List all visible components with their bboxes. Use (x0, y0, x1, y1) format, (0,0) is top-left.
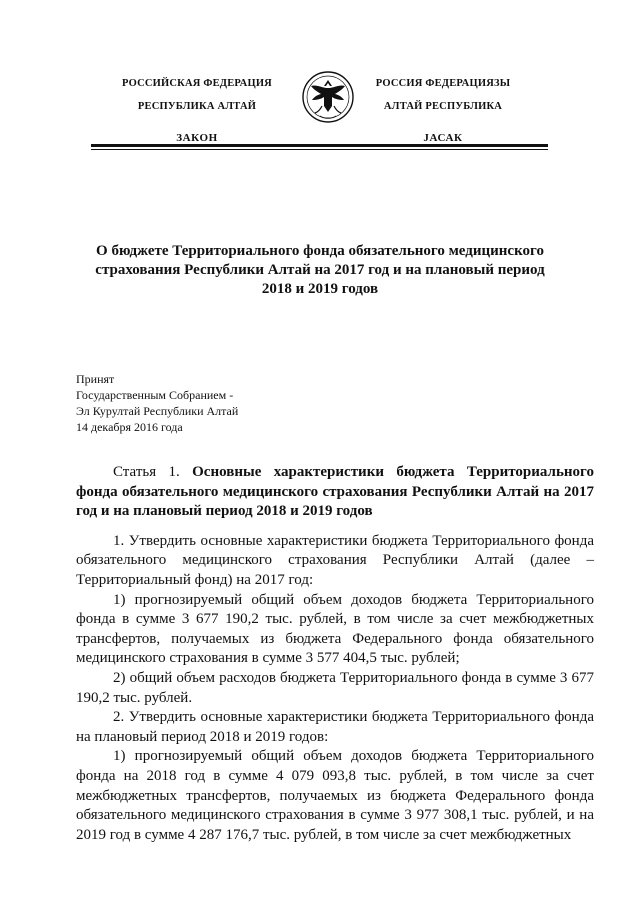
header-right-country: РОССИЯ ФЕДЕРАЦИЯЗЫ (375, 78, 511, 89)
header-divider-thin (91, 149, 548, 150)
article-1-prefix: Статья 1. (113, 464, 180, 480)
paragraph: 1) прогнозируемый общий объем доходов бюджета Территориального фонда на 2018 год в сумме 4 079 093,8 тыс. рублей, в том числе за счет межбюджетных трансфертов, получаемых из бюджета Федерального фонда обязательного медицинского страхования в сумме 3 977 308,1 тыс. рублей, и на 2019 год в сумме 4 287 176,7 тыс. рублей, в том числе за счет межбюджетных (76, 748, 594, 843)
law-body (76, 463, 594, 845)
document-title: О бюджете Территориального фонда обязательного медицинского страхования Республики Алтай на 2017 год и на плановый период 2018 и 2019 годов (95, 243, 545, 297)
article-1-title: Основные характеристики бюджета Территориального фонда обязательного медицинского страхования Республики Алтай на 2017 год и на плановый период 2018 и 2019 годов (76, 464, 594, 520)
header-left-country: РОССИЙСКАЯ ФЕДЕРАЦИЯ (122, 78, 272, 89)
header-left-republic: РЕСПУБЛИКА АЛТАЙ (137, 101, 257, 112)
adopted-label: Принят (76, 372, 115, 386)
paragraph: 2) общий объем расходов бюджета Территориального фонда в сумме 3 677 190,2 тыс. рублей. (76, 669, 594, 706)
adopted-by: Государственным Собранием - (76, 388, 234, 402)
header-left (112, 72, 282, 150)
header-right-republic: АЛТАЙ РЕСПУБЛИКА (383, 101, 503, 112)
adopted-body: Эл Курултай Республики Алтай (76, 404, 239, 418)
header-right (358, 72, 528, 150)
paragraph: 1) прогнозируемый общий объем доходов бюджета Территориального фонда в сумме 3 677 190,2 тыс. рублей, в том числе за счет межбюджетных трансфертов, получаемых из бюджета Федерального фонда обязательного медицинского страхования в сумме 3 577 404,5 тыс. рублей; (76, 591, 594, 667)
header-divider-thick (91, 144, 548, 147)
header-left-law: ЗАКОН (176, 132, 218, 144)
coat-of-arms-icon (300, 66, 356, 130)
adopted-date: 14 декабря 2016 года (76, 420, 183, 434)
article-1-heading (76, 463, 594, 522)
paragraph: 1. Утвердить основные характеристики бюджета Территориального фонда обязательного медицинского страхования Республики Алтай (далее – Территориальный фонд) на 2017 год: (76, 532, 594, 588)
header-right-law: JАСАК (423, 132, 463, 144)
adoption-block (76, 371, 238, 435)
paragraph: 2. Утвердить основные характеристики бюджета Территориального фонда на плановый период 2018 и 2019 годов: (76, 709, 594, 745)
